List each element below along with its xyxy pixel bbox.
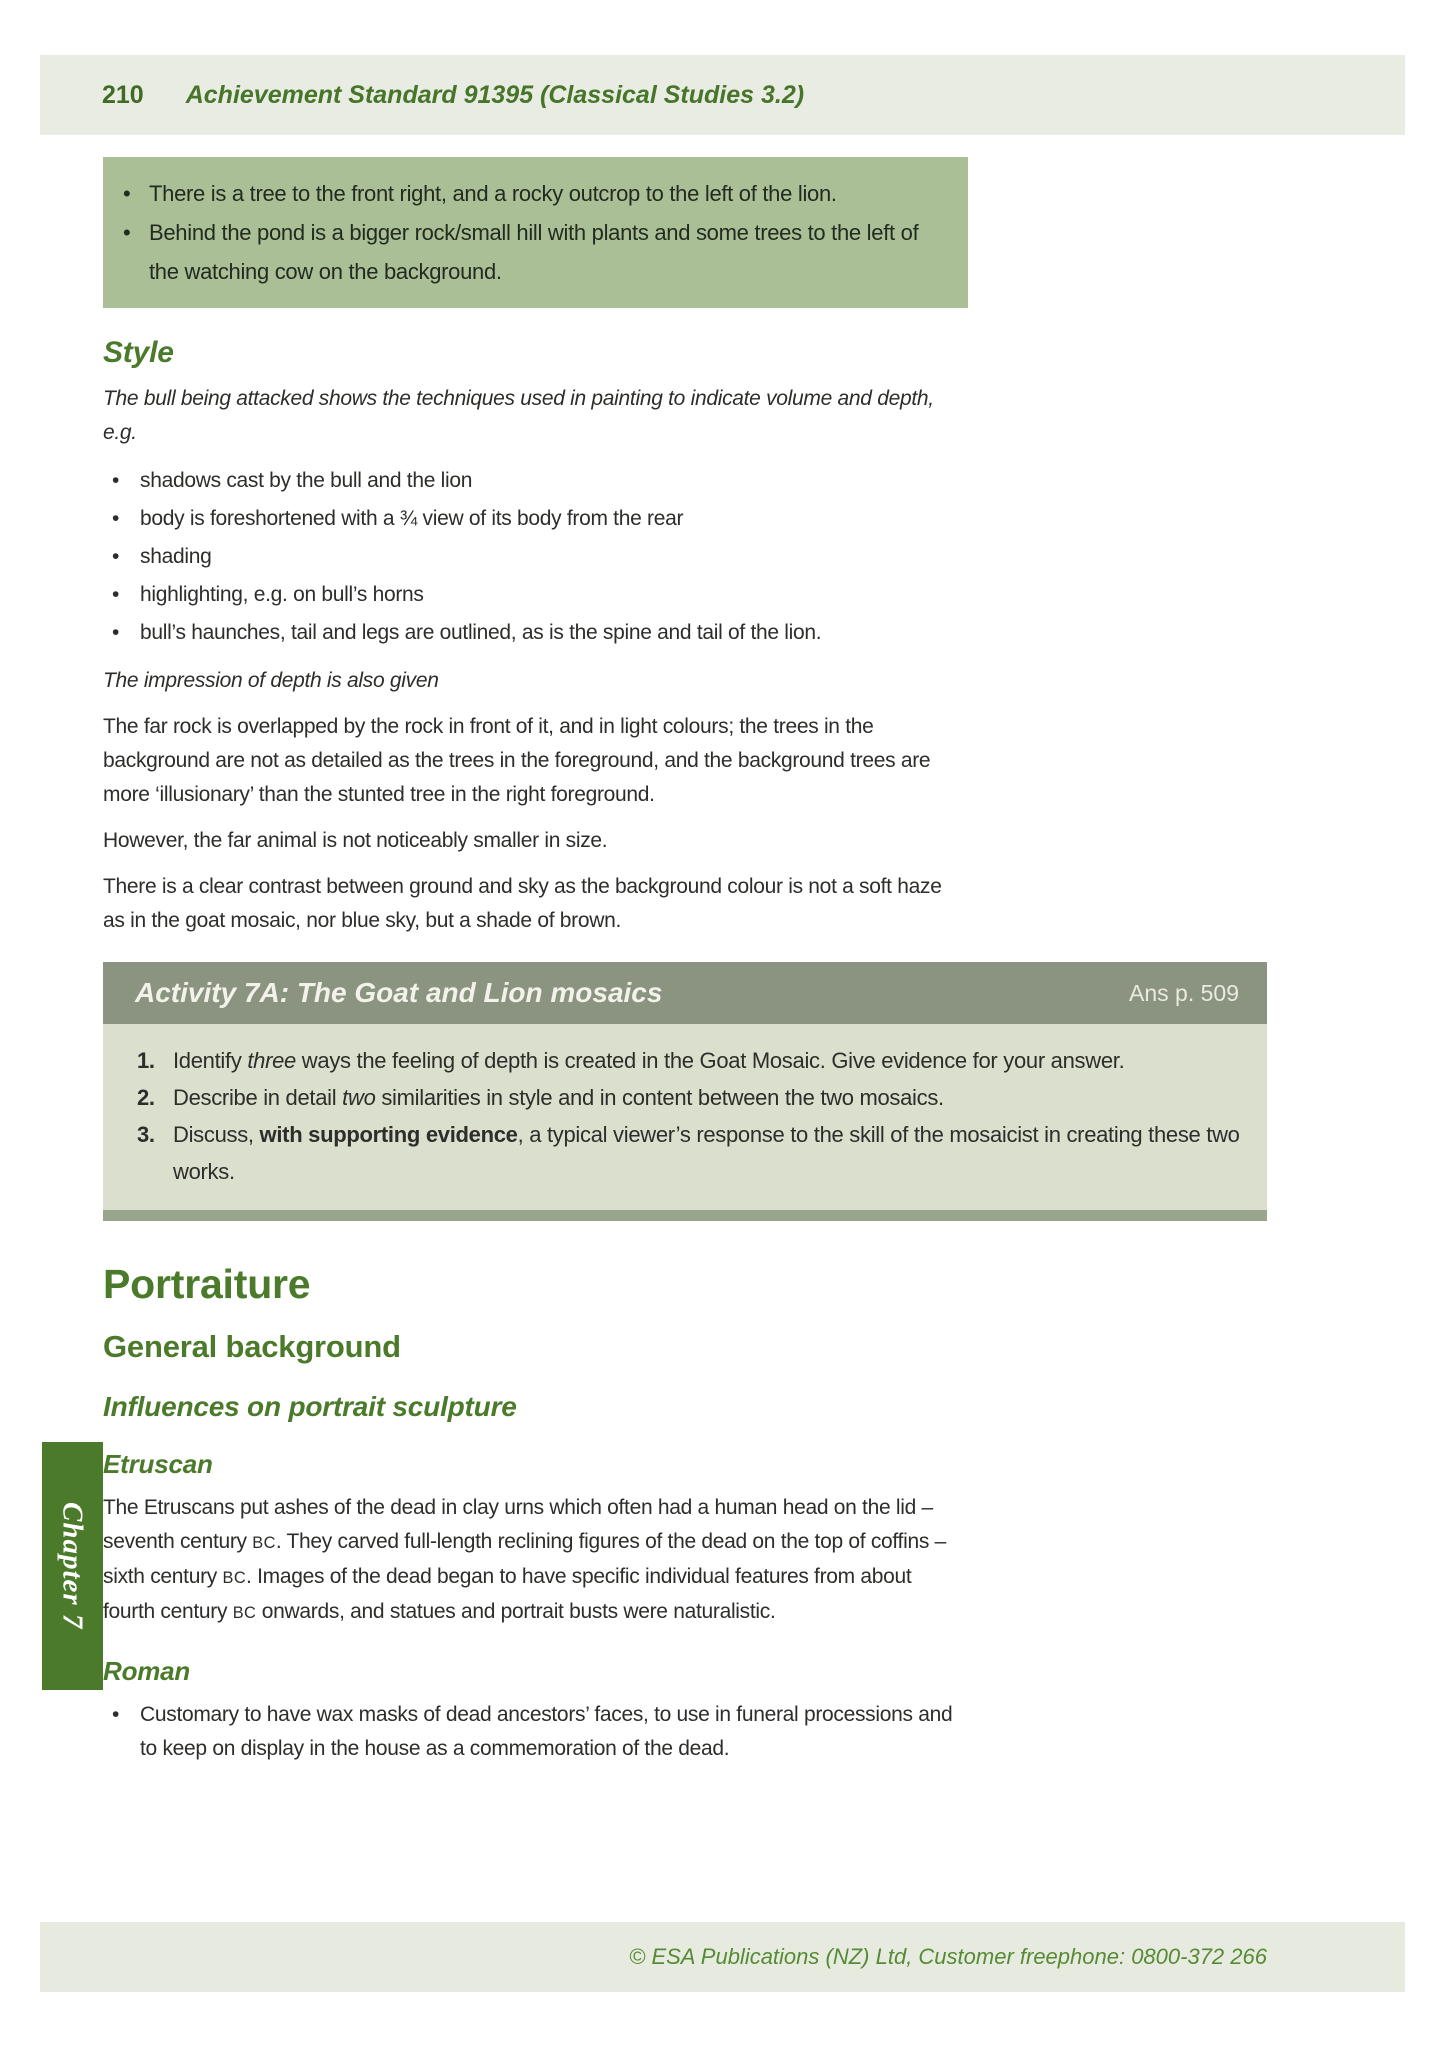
activity-box bbox=[103, 962, 1267, 1221]
activity-header bbox=[103, 962, 1267, 1024]
style-bullet-list bbox=[103, 462, 963, 652]
list-item bbox=[103, 500, 963, 538]
list-item bbox=[103, 614, 963, 652]
etruscan-heading: Etruscan bbox=[103, 1449, 213, 1479]
summary-bullet-text: Behind the pond is a bigger rock/small hill with plants and some trees to the left of the watching cow on the background. bbox=[149, 220, 919, 284]
depth-note: The impression of depth is also given bbox=[103, 669, 439, 692]
header-title: Achievement Standard 91395 (Classical Studies 3.2) bbox=[185, 81, 805, 109]
bullet-icon: • bbox=[112, 1703, 120, 1726]
main-content bbox=[103, 157, 1445, 1766]
activity-item-text: Identify three ways the feeling of depth is created in the Goat Mosaic. Give evidence for your answer. bbox=[173, 1048, 1125, 1073]
list-item-text: highlighting, e.g. on bull’s horns bbox=[140, 583, 424, 606]
influences-heading: Influences on portrait sculpture bbox=[103, 1391, 517, 1422]
summary-box bbox=[103, 157, 968, 308]
page-footer bbox=[40, 1922, 1405, 1992]
list-item bbox=[103, 1698, 963, 1766]
list-item bbox=[103, 576, 963, 614]
summary-bullet-text: There is a tree to the front right, and a rocky outcrop to the left of the lion. bbox=[149, 181, 837, 206]
summary-bullet bbox=[117, 174, 946, 213]
style-heading: Style bbox=[103, 336, 174, 369]
general-background-heading: General background bbox=[103, 1329, 401, 1364]
style-intro: The bull being attacked shows the techniques used in painting to indicate volume and depth, e.g. bbox=[103, 387, 934, 444]
activity-item-number: 2. bbox=[137, 1085, 155, 1110]
etruscan-paragraph: The Etruscans put ashes of the dead in clay urns which often had a human head on the lid – seventh century BC. They carved full-length reclining figures of the dead on the top of coffins – sixth century BC. Images of the dead began to have specific individual features from about fourth century BC onwards, and statues and portrait busts were naturalistic. bbox=[103, 1496, 946, 1623]
activity-item bbox=[103, 1116, 1241, 1190]
list-item-text: shading bbox=[140, 545, 212, 568]
list-item-text: shadows cast by the bull and the lion bbox=[140, 469, 473, 492]
bullet-icon: • bbox=[112, 545, 120, 568]
portraiture-section bbox=[103, 1261, 963, 1766]
activity-title: Activity 7A: The Goat and Lion mosaics bbox=[135, 977, 663, 1008]
paragraph: However, the far animal is not noticeably smaller in size. bbox=[103, 829, 608, 852]
list-item bbox=[103, 462, 963, 500]
footer-text: © ESA Publications (NZ) Ltd, Customer freephone: 0800-372 266 bbox=[629, 1944, 1267, 1969]
page-header bbox=[40, 55, 1405, 135]
roman-heading: Roman bbox=[103, 1656, 191, 1686]
list-item-text: body is foreshortened with a ¾ view of its body from the rear bbox=[140, 507, 684, 530]
bullet-icon: • bbox=[123, 220, 131, 245]
page-number: 210 bbox=[102, 81, 144, 109]
summary-bullet bbox=[117, 213, 946, 291]
bullet-icon: • bbox=[112, 469, 120, 492]
bullet-icon: • bbox=[112, 507, 120, 530]
paragraph: The far rock is overlapped by the rock in front of it, and in light colours; the trees in the background are not as detailed as the trees in the foreground, and the background trees are more ‘illusionary’ than the stunted tree in the right foreground. bbox=[103, 715, 931, 806]
list-item-text: Customary to have wax masks of dead ancestors’ faces, to use in funeral processions and to keep on display in the house as a commemoration of the dead. bbox=[140, 1703, 953, 1760]
activity-item-text: Discuss, with supporting evidence, a typical viewer’s response to the skill of the mosaicist in creating these two works. bbox=[173, 1122, 1240, 1184]
chapter-tab bbox=[42, 1442, 103, 1690]
activity-item bbox=[103, 1079, 1241, 1116]
bullet-icon: • bbox=[123, 181, 131, 206]
paragraph: There is a clear contrast between ground and sky as the background colour is not a soft haze as in the goat mosaic, nor blue sky, but a shade of brown. bbox=[103, 875, 942, 932]
bullet-icon: • bbox=[112, 583, 120, 606]
list-item bbox=[103, 538, 963, 576]
chapter-tab-label: Chapter 7 bbox=[56, 1502, 89, 1630]
portraiture-heading: Portraiture bbox=[103, 1261, 311, 1307]
activity-answer-ref: Ans p. 509 bbox=[1129, 980, 1239, 1006]
activity-item bbox=[103, 1042, 1241, 1079]
activity-item-number: 1. bbox=[137, 1048, 155, 1073]
activity-item-number: 3. bbox=[137, 1122, 155, 1147]
activity-footer-strip bbox=[103, 1210, 1267, 1221]
activity-body bbox=[103, 1024, 1267, 1210]
list-item-text: bull’s haunches, tail and legs are outlined, as is the spine and tail of the lion. bbox=[140, 621, 822, 644]
activity-item-text: Describe in detail two similarities in style and in content between the two mosaics. bbox=[173, 1085, 944, 1110]
bullet-icon: • bbox=[112, 621, 120, 644]
roman-bullet-list bbox=[103, 1698, 963, 1766]
style-section bbox=[103, 336, 963, 938]
